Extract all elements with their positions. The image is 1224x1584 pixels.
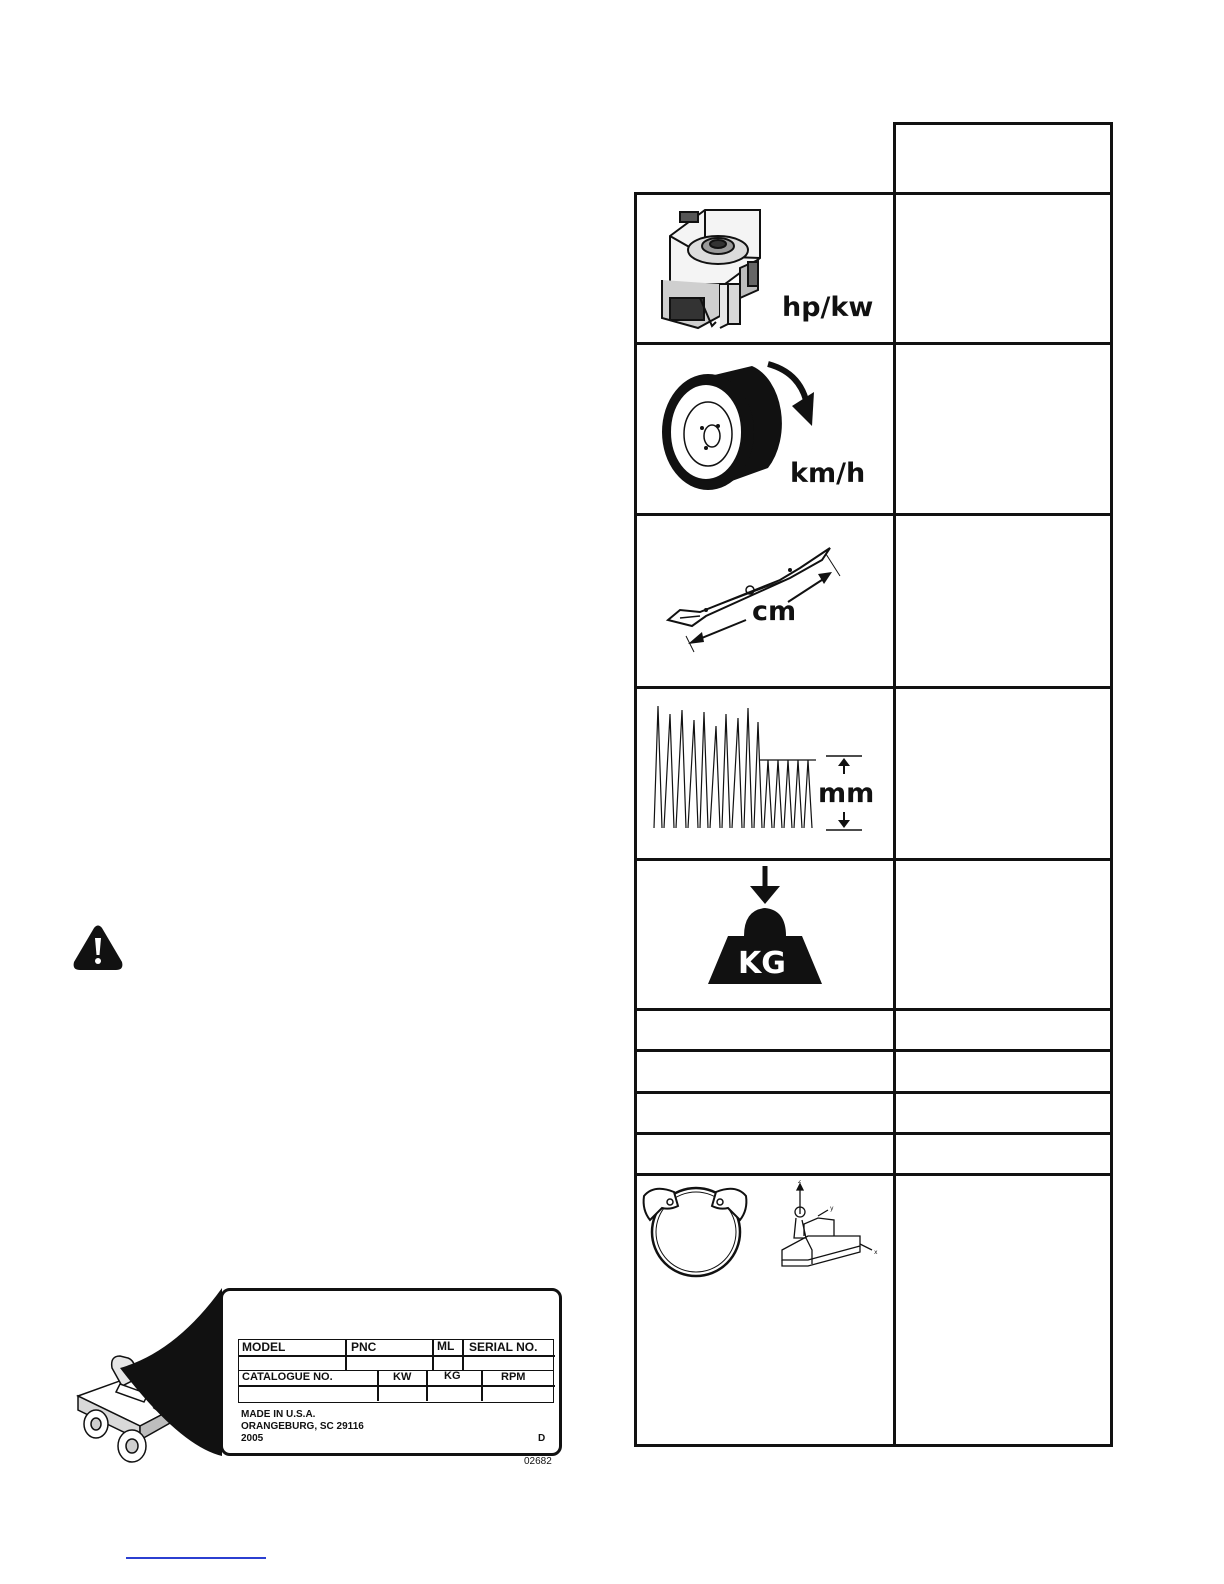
footer-link-underline — [126, 1557, 266, 1559]
row-separator — [634, 342, 1113, 345]
label-year: 2005 — [241, 1433, 264, 1444]
model-serial-label — [220, 1288, 562, 1456]
engine-unit-label: hp/kw — [782, 292, 874, 323]
grass-height-icon — [640, 692, 890, 854]
cutting-height-cell — [640, 692, 890, 854]
label-revision: D — [538, 1433, 546, 1444]
weight-icon — [640, 864, 890, 1004]
label-row-1 — [238, 1339, 554, 1371]
table-right-border — [1110, 122, 1113, 1447]
table-bottom-border — [634, 1444, 1113, 1447]
figure-number: 02682 — [524, 1456, 552, 1467]
row-separator — [634, 858, 1113, 861]
height-unit-label: mm — [818, 778, 875, 809]
weight-cell — [640, 864, 890, 1004]
label-header-catalogue: CATALOGUE NO. — [242, 1371, 333, 1383]
speed-unit-label: km/h — [790, 458, 866, 489]
row-separator — [634, 1008, 1113, 1011]
label-callout-pointer — [120, 1286, 230, 1458]
label-made-in: MADE IN U.S.A. — [241, 1409, 316, 1420]
label-header-kw: KW — [393, 1371, 412, 1383]
weight-unit-label: KG — [738, 946, 786, 981]
label-row-2 — [238, 1371, 554, 1403]
engine-cell — [640, 198, 890, 338]
speed-cell — [640, 348, 890, 510]
blade-cell — [640, 520, 890, 682]
label-header-pnc: PNC — [351, 1340, 377, 1354]
label-header-serial: SERIAL NO. — [469, 1340, 538, 1354]
table-column-divider — [893, 122, 896, 1447]
warning-triangle-icon — [72, 924, 124, 972]
seated-operator-axes-icon — [768, 1180, 888, 1280]
row-separator — [634, 1132, 1113, 1135]
row-separator — [634, 1173, 1113, 1176]
steering-wheel-hands-icon — [640, 1180, 750, 1280]
label-address: ORANGEBURG, SC 29116 — [241, 1421, 364, 1432]
table-top-border — [893, 122, 1113, 125]
svg-text:y: y — [830, 1205, 834, 1212]
row-separator — [634, 686, 1113, 689]
label-header-model: MODEL — [242, 1340, 286, 1354]
row-separator — [634, 513, 1113, 516]
label-header-kg: KG — [444, 1370, 461, 1382]
row-separator — [634, 1049, 1113, 1052]
vibration-cell — [640, 1180, 890, 1280]
svg-text:x: x — [874, 1249, 878, 1256]
table-left-border — [634, 192, 637, 1447]
label-header-ml: ML — [437, 1339, 455, 1353]
row-separator — [634, 192, 1113, 195]
row-separator — [634, 1091, 1113, 1094]
blade-unit-label: cm — [752, 596, 797, 627]
label-header-rpm: RPM — [501, 1371, 526, 1383]
svg-text:z: z — [798, 1180, 802, 1185]
